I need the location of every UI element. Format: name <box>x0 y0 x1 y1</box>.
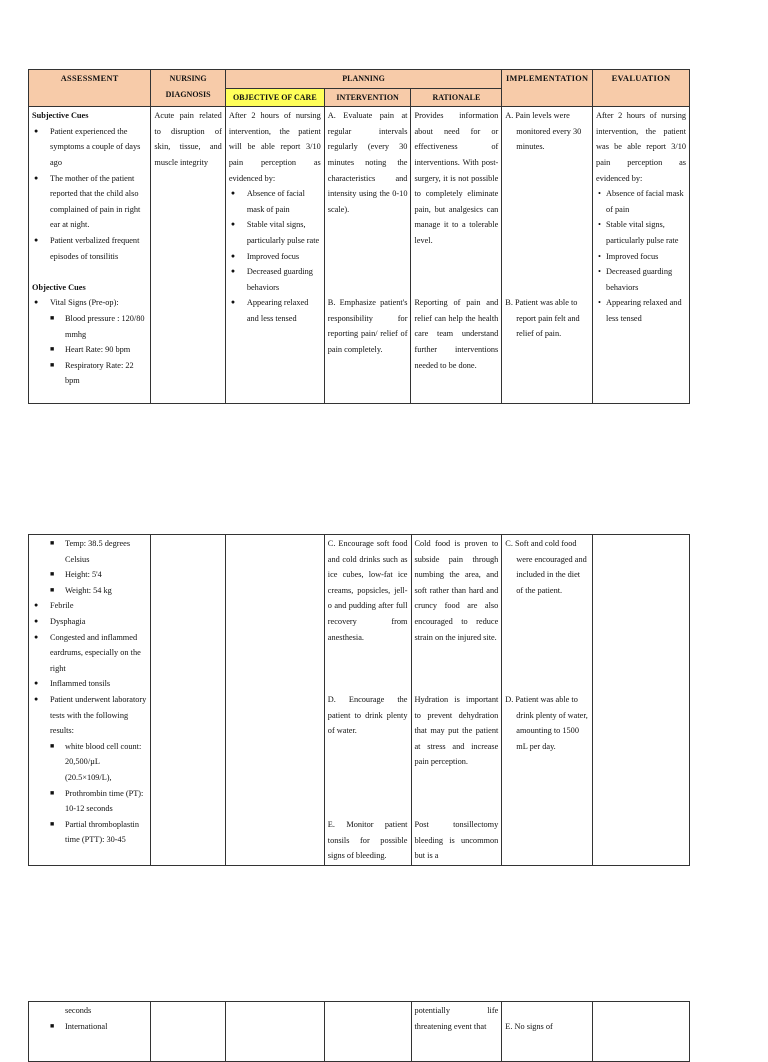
objective-of-care-cell <box>225 535 324 866</box>
header-assessment: ASSESSMENT <box>29 70 151 107</box>
header-planning: PLANNING <box>225 70 501 89</box>
list-item: ● Febrile <box>32 598 147 614</box>
list-item: ● Appearing relaxed and less tensed <box>229 295 321 326</box>
list-item: ■ Weight: 54 kg <box>32 583 147 599</box>
assessment-cell <box>29 535 151 866</box>
nursing-diagnosis-cell <box>151 1002 225 1062</box>
list-item: ■ Respiratory Rate: 22 bpm <box>32 358 147 389</box>
list-item: ● Inflammed tonsils <box>32 676 147 692</box>
rationale-d: Hydration is important to prevent dehydration that may put the patient at stress and increase pain perception. <box>414 695 499 767</box>
subjective-cues-title: Subjective Cues <box>32 111 89 121</box>
implementation-e: E. No signs of <box>505 1021 553 1031</box>
list-item: • Improved focus <box>596 249 686 265</box>
implementation-cell <box>502 1002 593 1062</box>
implementation-cell <box>502 535 593 866</box>
intervention-a: A. Evaluate pain at regular intervals regularly (every 30 minutes noting the characteristics and intensity using the 0-10 scale). <box>327 111 408 214</box>
list-item: • Decreased guarding behaviors <box>596 264 686 295</box>
list-item: ● Stable vital signs, particularly pulse rate <box>229 217 321 248</box>
list-item: ■ Prothrombin time (PT): 10-12 seconds <box>32 786 147 817</box>
nursing-diagnosis-cell: Acute pain related to disruption of skin, tissue, and muscle integrity <box>151 107 225 404</box>
implementation-d: D. Patient was able to drink plenty of water, amounting to 1500 mL per day. <box>505 695 588 751</box>
rationale-e: Post tonsillectomy bleeding is uncommon but is a <box>414 820 499 861</box>
list-item: ● Decreased guarding behaviors <box>229 264 321 295</box>
care-plan-table-page-1 <box>28 69 690 404</box>
objective-of-care-cell <box>225 1002 324 1062</box>
assessment-cell <box>29 107 151 404</box>
intervention-cell <box>324 535 411 866</box>
rationale-cell: potentially life threatening event that <box>411 1002 502 1062</box>
rationale-cell <box>411 107 502 404</box>
implementation-cell <box>502 107 593 404</box>
intervention-cell <box>324 1002 411 1062</box>
subjective-cues-list <box>32 124 147 264</box>
list-item: ● The mother of the patient reported that the child also complained of pain in right ear at night. <box>32 171 147 233</box>
list-item: ■ International <box>32 1019 147 1035</box>
list-item: ■ Partial thromboplastin time (PTT): 30-45 <box>32 817 147 848</box>
intervention-e: E. Monitor patient tonsils for possible signs of bleeding. <box>327 820 408 861</box>
evaluation-cell <box>593 1002 690 1062</box>
intervention-d: D. Encourage the patient to drink plenty of water. <box>327 695 408 736</box>
evaluation-cell <box>593 535 690 866</box>
list-item: ■ white blood cell count: 20,500/µL (20.5×109/L), <box>32 739 147 786</box>
objective-intro: After 2 hours of nursing intervention, the patient will be able report 3/10 pain perception as evidenced by: <box>228 111 321 183</box>
assessment-continued: seconds <box>65 1006 92 1015</box>
rationale-cell <box>411 535 502 866</box>
intervention-b: B. Emphasize patient's responsibility for reporting pain/ relief of pain completely. <box>327 298 408 354</box>
implementation-c: C. Soft and cold food were encouraged and included in the diet of the patient. <box>505 539 587 595</box>
care-plan-table-page-3 <box>28 1001 690 1062</box>
header-intervention: INTERVENTION <box>324 88 411 107</box>
list-item: ■ Blood pressure : 120/80 mmhg <box>32 311 147 342</box>
nursing-diagnosis-cell <box>151 535 225 866</box>
list-item: ● Congested and inflammed eardrums, especially on the right <box>32 630 147 677</box>
intervention-cell <box>324 107 411 404</box>
header-rationale: RATIONALE <box>411 88 502 107</box>
list-item: ● Patient experienced the symptoms a couple of days ago <box>32 124 147 171</box>
header-nursing-diagnosis: NURSING DIAGNOSIS <box>151 70 225 107</box>
list-item: ● Improved focus <box>229 249 321 265</box>
list-item: ■ Temp: 38.5 degrees Celsius <box>32 536 147 567</box>
implementation-a: A. Pain levels were monitored every 30 minutes. <box>505 111 582 152</box>
rationale-b: Reporting of pain and relief can help the health care team understand further interventions needed to be done. <box>414 298 499 370</box>
list-item: ■ Height: 5'4 <box>32 567 147 583</box>
list-item: • Absence of facial mask of pain <box>596 186 686 217</box>
list-item: • Stable vital signs, particularly pulse rate <box>596 217 686 248</box>
header-objective-of-care: OBJECTIVE OF CARE <box>225 88 324 107</box>
list-item: ● Patient verbalized frequent episodes of tonsilitis <box>32 233 147 264</box>
evaluation-list <box>596 186 686 326</box>
care-plan-table-page-2 <box>28 534 690 866</box>
list-item: ● Absence of facial mask of pain <box>229 186 321 217</box>
list-item: ● Vital Signs (Pre-op): <box>32 295 147 311</box>
list-item: ● Patient underwent laboratory tests with the following results: <box>32 692 147 739</box>
rationale-a: Provides information about need for or effectiveness of interventions. With post-surgery, it is not possible to completely eliminate pain, but analgesics can manage it to a tolerable level. <box>414 111 499 245</box>
list-item: ■ Heart Rate: 90 bpm <box>32 342 147 358</box>
evaluation-intro: After 2 hours of nursing intervention, the patient was be able report 3/10 pain perception as evidenced by: <box>596 111 686 183</box>
objective-cues-title: Objective Cues <box>32 282 86 292</box>
list-item: • Appearing relaxed and less tensed <box>596 295 686 326</box>
rationale-c: Cold food is proven to subside pain through numbing the area, and soft rather than hard and cruncy food are also encouraged to reduce strain on the injured site. <box>414 539 499 642</box>
list-item: ● Dysphagia <box>32 614 147 630</box>
implementation-b: B. Patient was able to report pain felt and relief of pain. <box>505 298 580 339</box>
objective-cues-list <box>32 295 147 389</box>
objective-of-care-cell <box>225 107 324 404</box>
header-evaluation: EVALUATION <box>593 70 690 107</box>
evaluation-cell <box>593 107 690 404</box>
assessment-cell <box>29 1002 151 1062</box>
header-implementation: IMPLEMENTATION <box>502 70 593 107</box>
assessment-list <box>32 536 147 848</box>
objective-list <box>229 186 321 326</box>
intervention-c: C. Encourage soft food and cold drinks such as ice cubes, low-fat ice creams, popsicles, jell-o and pudding after full recovery from anesthesia. <box>327 539 408 642</box>
